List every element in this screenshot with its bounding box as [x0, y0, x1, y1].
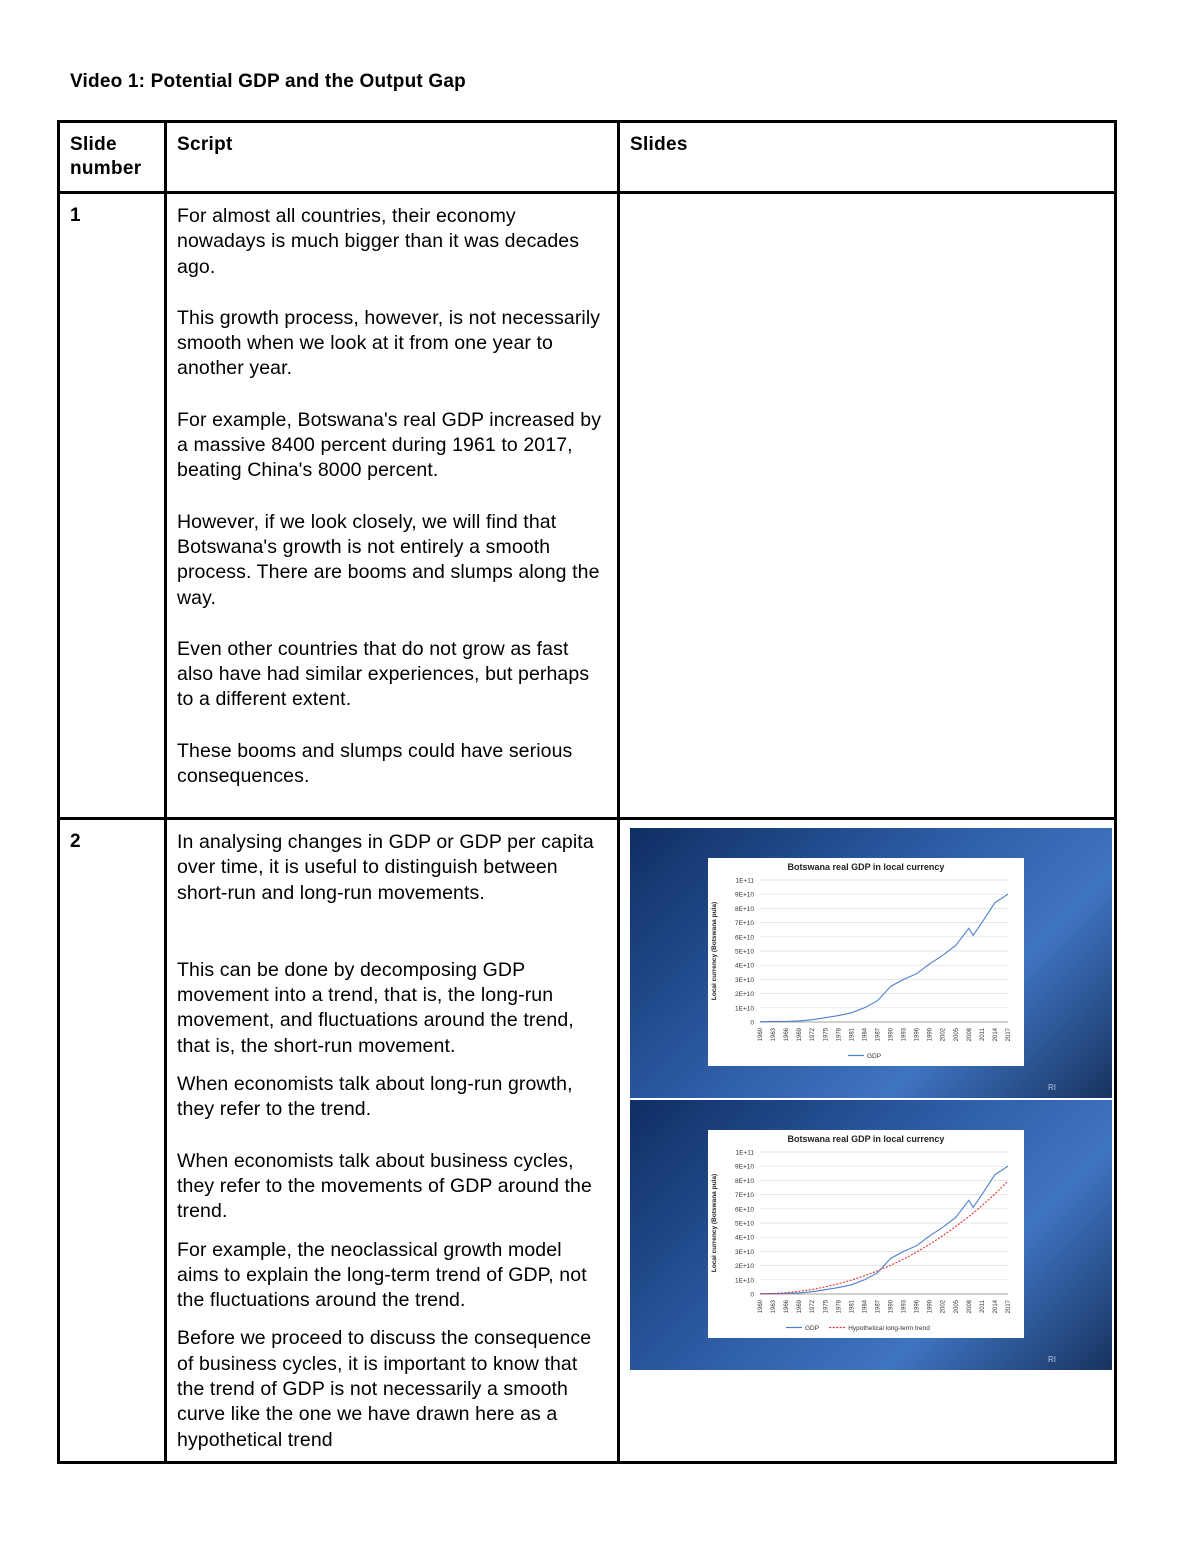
x-tick-label: 1993 — [901, 1028, 908, 1042]
slide-thumbnail — [630, 828, 1112, 1098]
gdp-trend-chart — [630, 1100, 1112, 1370]
x-tick-label: 1990 — [888, 1300, 895, 1314]
x-tick-label: 2017 — [1006, 1028, 1012, 1042]
x-tick-label: 1987 — [875, 1028, 882, 1042]
y-tick-label: 2E+10 — [735, 1263, 754, 1271]
y-tick-label: 0 — [750, 1291, 754, 1299]
slide-thumbnail — [630, 1100, 1112, 1370]
y-tick-label: 5E+10 — [735, 1220, 754, 1228]
y-tick-label: 7E+10 — [735, 1192, 754, 1200]
x-tick-label: 1966 — [784, 1300, 791, 1314]
y-tick-label: 3E+10 — [735, 1248, 754, 1256]
x-tick-label: 2002 — [940, 1028, 947, 1042]
slide-tag: RI — [1048, 1083, 1056, 1092]
y-tick-label: 8E+10 — [735, 1177, 754, 1185]
x-tick-label: 1969 — [797, 1300, 804, 1314]
x-tick-label: 2011 — [979, 1300, 986, 1313]
y-tick-label: 4E+10 — [735, 962, 754, 970]
x-tick-label: 2014 — [992, 1028, 999, 1042]
document-title: Video 1: Potential GDP and the Output Gap — [70, 71, 466, 92]
x-tick-label: 1993 — [901, 1300, 908, 1314]
script-paragraph: In analysing changes in GDP or GDP per capita over time, it is useful to distinguish between short-run and long-run movements. — [177, 831, 594, 904]
y-tick-label: 7E+10 — [735, 920, 754, 928]
script-paragraph: These booms and slumps could have serious consequences. — [177, 739, 573, 788]
slide-number-cell — [59, 193, 166, 819]
x-tick-label: 1978 — [836, 1300, 843, 1314]
x-tick-label: 1981 — [849, 1028, 856, 1042]
x-tick-label: 1963 — [771, 1028, 778, 1042]
script-paragraph: For example, the neoclassical growth model aims to explain the long-term trend of GDP, not the fluctuations around the trend. — [177, 1238, 587, 1312]
x-tick-label: 2002 — [940, 1300, 947, 1314]
y-axis-label: Local currency (Botswana pula) — [711, 901, 718, 1001]
legend-label: GDP — [805, 1325, 820, 1332]
chart-title: Botswana real GDP in local currency — [787, 862, 945, 872]
x-tick-label: 1990 — [888, 1028, 895, 1042]
script-cell — [166, 819, 619, 1463]
x-tick-label: 1978 — [836, 1028, 843, 1042]
script-paragraph: For almost all countries, their economy nowadays is much bigger than it was decades ago. — [177, 205, 580, 278]
slide-number-cell — [59, 819, 166, 1463]
x-tick-label: 1960 — [758, 1300, 764, 1314]
x-tick-label: 2005 — [953, 1300, 960, 1314]
y-tick-label: 2E+10 — [735, 991, 754, 999]
y-tick-label: 4E+10 — [735, 1234, 754, 1242]
script-paragraph: However, if we look closely, we will find that Botswana's growth is not entirely a smooth process. There are booms and slumps along the way. — [177, 510, 600, 609]
x-tick-label: 2008 — [966, 1300, 973, 1314]
header-slide-number — [59, 122, 166, 193]
x-tick-label: 1996 — [914, 1300, 921, 1314]
x-tick-label: 1996 — [914, 1028, 921, 1042]
x-tick-label: 1984 — [862, 1028, 869, 1042]
table-row — [59, 193, 1116, 819]
x-tick-label: 1969 — [797, 1028, 804, 1042]
script-table — [57, 120, 1117, 1464]
x-tick-label: 1984 — [862, 1300, 869, 1314]
x-tick-label: 1981 — [849, 1300, 856, 1314]
slides-cell — [619, 819, 1116, 1463]
header-slide-number-line2: number — [70, 158, 142, 179]
script-paragraph: Before we proceed to discuss the consequence of business cycles, it is important to know that the trend of GDP is not necessarily a smooth curve like the one we have drawn here as a hypothetical trend — [177, 1327, 592, 1451]
x-tick-label: 2017 — [1006, 1300, 1012, 1314]
header-slides-label: Slides — [630, 134, 688, 155]
x-tick-label: 1960 — [758, 1028, 764, 1042]
y-tick-label: 8E+10 — [735, 905, 754, 913]
script-paragraph: When economists talk about long-run growth, they refer to the trend. — [177, 1073, 573, 1121]
legend-label: Hypothetical long-term trend — [848, 1325, 930, 1332]
y-tick-label: 1E+11 — [735, 1149, 754, 1157]
y-axis-label: Local currency (Botswana pula) — [711, 1173, 718, 1273]
script-paragraph: For example, Botswana's real GDP increased by a massive 8400 percent during 1961 to 2017, beating China's 8000 percent. — [177, 408, 602, 482]
x-tick-label: 2011 — [979, 1028, 986, 1041]
script-paragraph: When economists talk about business cycles, they refer to the movements of GDP around the trend. — [177, 1149, 592, 1223]
x-tick-label: 1999 — [927, 1028, 934, 1042]
x-tick-label: 2008 — [966, 1028, 973, 1042]
header-slides — [619, 122, 1116, 193]
script-paragraph: This can be done by decomposing GDP movement into a trend, that is, the long-run movement, and fluctuations around the trend, that is, the short-run movement. — [177, 958, 574, 1057]
y-tick-label: 1E+10 — [735, 1005, 754, 1013]
table-header-row — [59, 122, 1116, 193]
x-tick-label: 1975 — [823, 1300, 830, 1314]
y-tick-label: 6E+10 — [735, 1206, 754, 1214]
header-script — [166, 122, 619, 193]
y-tick-label: 1E+11 — [735, 877, 754, 885]
y-tick-label: 5E+10 — [735, 948, 754, 956]
script-cell — [166, 193, 619, 819]
legend-label: GDP — [867, 1053, 882, 1060]
table-row — [59, 819, 1116, 1463]
x-tick-label: 1987 — [875, 1300, 882, 1314]
x-tick-label: 1975 — [823, 1028, 830, 1042]
x-tick-label: 2014 — [992, 1300, 999, 1314]
header-script-label: Script — [177, 134, 233, 155]
x-tick-label: 1999 — [927, 1300, 934, 1314]
y-tick-label: 9E+10 — [735, 891, 754, 899]
y-tick-label: 0 — [750, 1019, 754, 1027]
gdp-chart — [630, 828, 1112, 1098]
slides-cell — [619, 193, 1116, 819]
script-paragraph: Even other countries that do not grow as fast also have had similar experiences, but perhaps to a different extent. — [177, 637, 590, 711]
y-tick-label: 9E+10 — [735, 1163, 754, 1171]
header-slide-number-line1: Slide — [70, 134, 117, 155]
y-tick-label: 3E+10 — [735, 976, 754, 984]
slide-tag: RI — [1048, 1355, 1056, 1364]
slide-number: 1 — [70, 205, 81, 226]
y-tick-label: 6E+10 — [735, 934, 754, 942]
y-tick-label: 1E+10 — [735, 1277, 754, 1285]
x-tick-label: 1972 — [810, 1028, 817, 1042]
script-paragraph: This growth process, however, is not necessarily smooth when we look at it from one year to another year. — [177, 306, 601, 380]
slide-number: 2 — [70, 831, 81, 852]
x-tick-label: 1972 — [810, 1300, 817, 1314]
x-tick-label: 1966 — [784, 1028, 791, 1042]
x-tick-label: 2005 — [953, 1028, 960, 1042]
x-tick-label: 1963 — [771, 1300, 778, 1314]
chart-title: Botswana real GDP in local currency — [787, 1134, 945, 1144]
